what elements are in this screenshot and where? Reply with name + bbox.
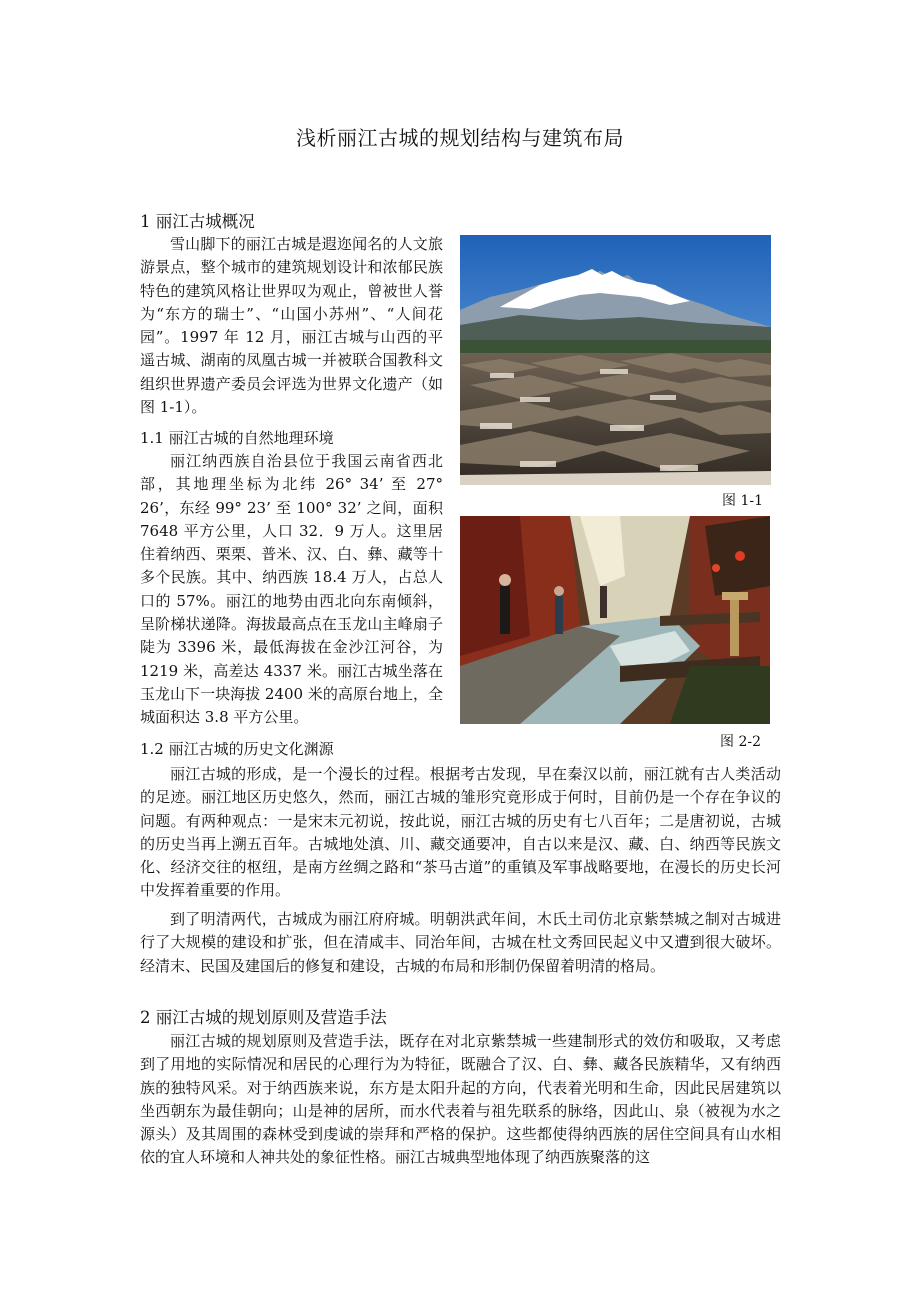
snow-mountain-town-image xyxy=(460,235,771,485)
figure-2-2-photo xyxy=(460,516,770,724)
figure-1-1-caption: 图 1-1 xyxy=(722,493,763,509)
section-1-heading: 1 丽江古城概况 xyxy=(140,212,255,231)
section-1-2-paragraph-1: 丽江古城的形成，是一个漫长的过程。根据考古发现，早在秦汉以前，丽江就有古人类活动的足迹。丽江地区历史悠久，然而，丽江古城的雏形究竟形成于何时，目前仍是一个存在争议的问题。有两种观点：一是宋末元初说，按此说，丽江古城的历史有七八百年；二是唐初说，古城的历史当再上溯五百年。古城地处滇、川、藏交通要冲，自古以来是汉、藏、白、纳西等民族文化、经济交往的枢纽，是南方丝绸之路和“茶马古道”的重镇及军事战略要地，在漫长的历史长河中发挥着重要的作用。 xyxy=(140,765,781,900)
section-1-2-paragraph-2: 到了明清两代，古城成为丽江府府城。明朝洪武年间，木氏土司仿北京紫禁城之制对古城进行了大规模的建设和扩张，但在清咸丰、同治年间，古城在杜文秀回民起义中又遭到很大破坏。经清末、民国及建国后的修复和建设，古城的布局和形制仍保留着明清的格局。 xyxy=(140,910,781,975)
section-1-2-heading: 1.2 丽江古城的历史文化渊源 xyxy=(140,740,334,758)
section-2-heading: 2 丽江古城的规划原则及营造手法 xyxy=(140,1008,387,1027)
section-1-1-paragraph: 丽江纳西族自治县位于我国云南省西北部，其地理坐标为北纬 26° 34’ 至 27° 26’，东经 99° 23’ 至 100° 32’ 之间，面积 7648 平方公里，人口 32．9 万人。这里居住着纳西、栗栗、普米、汉、白、彝、藏等十多个民族。其中、纳西族 18.4 万人，占总人口的 57%。丽江的地势由西北向东南倾斜，呈阶梯状递降。海拔最高点在玉龙山主峰扇子陡为 3396 米，最低海拔在金沙江河谷，为 1219 米，高差达 4337 米。丽江古城坐落在玉龙山下一块海拔 2400 米的高原台地上，全城面积达 3.8 平方公里。 xyxy=(140,452,443,727)
section-1-paragraph: 雪山脚下的丽江古城是遐迩闻名的人文旅游景点，整个城市的建筑规划设计和浓郁民族特色的建筑风格让世界叹为观止，曾被世人誉为“东方的瑞士”、“山国小苏州”、“人间花园”。1997 年 12 月，丽江古城与山西的平遥古城、湖南的凤凰古城一并被联合国教科文组织世界遗产委员会评选为世界文化遗产（如图 1-1）。 xyxy=(140,235,443,417)
canal-street-image xyxy=(460,516,770,724)
section-2-paragraph: 丽江古城的规划原则及营造手法，既存在对北京紫禁城一些建制形式的效仿和吸取，又考虑到了用地的实际情况和居民的心理行为为特征，既融合了汉、白、彝、藏各民族精华，又有纳西族的独特风采。对于纳西族来说，东方是太阳升起的方向，代表着光明和生命，因此民居建筑以坐西朝东为最佳朝向；山是神的居所，而水代表着与祖先联系的脉络，因此山、泉（被视为水之源头）及其周围的森林受到虔诚的崇拜和严格的保护。这些都使得纳西族的居住空间具有山水相依的宜人环境和人神共处的象征性格。丽江古城典型地体现了纳西族聚落的这 xyxy=(140,1032,781,1167)
page-title: 浅析丽江古城的规划结构与建筑布局 xyxy=(296,126,624,150)
figure-2-2-caption: 图 2-2 xyxy=(720,734,761,750)
figure-1-1-photo xyxy=(460,235,771,485)
section-1-1-heading: 1.1 丽江古城的自然地理环境 xyxy=(140,429,334,447)
